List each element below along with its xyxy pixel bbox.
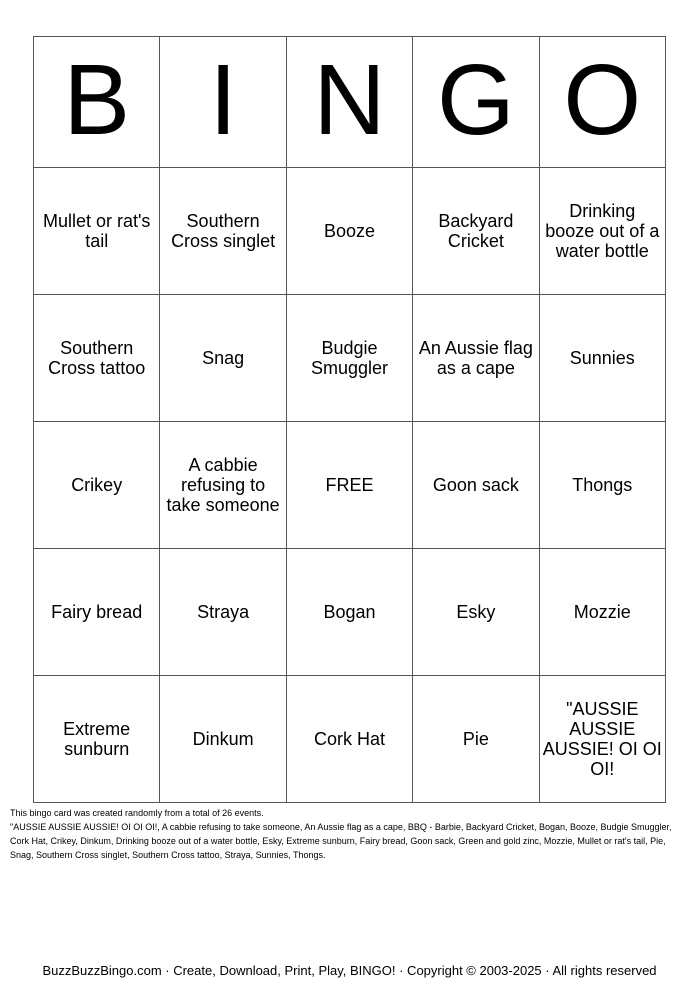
description-intro: This bingo card was created randomly from a total of 26 events. — [10, 808, 264, 818]
bingo-cell: Bogan — [286, 549, 412, 676]
page-footer: BuzzBuzzBingo.com · Create, Download, Print, Play, BINGO! · Copyright © 2003-2025 · All rights reserved — [42, 963, 657, 978]
bingo-cell: Dinkum — [160, 676, 286, 803]
bingo-cell: Snag — [160, 295, 286, 422]
bingo-cell: "AUSSIE AUSSIE AUSSIE! OI OI OI! — [539, 676, 665, 803]
bingo-cell: Mullet or rat's tail — [34, 168, 160, 295]
grid-row-2 — [34, 295, 666, 422]
bingo-cell: Southern Cross singlet — [160, 168, 286, 295]
bingo-cell: Booze — [286, 168, 412, 295]
bingo-cell: Thongs — [539, 422, 665, 549]
bingo-cell: Backyard Cricket — [413, 168, 539, 295]
bingo-cell: Straya — [160, 549, 286, 676]
grid-row-4 — [34, 549, 666, 676]
bingo-cell: Fairy bread — [34, 549, 160, 676]
bingo-cell: Budgie Smuggler — [286, 295, 412, 422]
header-letter-n: N — [286, 37, 412, 168]
card-description — [10, 806, 690, 862]
free-space-cell: FREE — [286, 422, 412, 549]
bingo-cell: Extreme sunburn — [34, 676, 160, 803]
description-events: "AUSSIE AUSSIE AUSSIE! OI OI OI!, A cabbie refusing to take someone, An Aussie flag as a cape, BBQ - Barbie, Backyard Cricket, Bogan, Booze, Budgie Smuggler, Cork Hat, Crikey, Dinkum, Drinking booze out of a water bottle, Esky, Extreme sunburn, Fairy bread, Goon sack, Green and gold zinc, Mozzie, Mullet or rat's tail, Pie, Snag, Southern Cross singlet, Southern Cross tattoo, Straya, Sunnies, Thongs. — [10, 822, 672, 860]
bingo-cell: Pie — [413, 676, 539, 803]
bingo-cell: Crikey — [34, 422, 160, 549]
bingo-cell: Sunnies — [539, 295, 665, 422]
bingo-cell: An Aussie flag as a cape — [413, 295, 539, 422]
bingo-cell: Southern Cross tattoo — [34, 295, 160, 422]
header-letter-g: G — [413, 37, 539, 168]
bingo-cell: Cork Hat — [286, 676, 412, 803]
grid-row-1 — [34, 168, 666, 295]
grid-row-3 — [34, 422, 666, 549]
header-letter-o: O — [539, 37, 665, 168]
header-letter-i: I — [160, 37, 286, 168]
bingo-cell: Esky — [413, 549, 539, 676]
bingo-card — [33, 36, 666, 803]
bingo-cell: Mozzie — [539, 549, 665, 676]
header-row — [34, 37, 666, 168]
bingo-cell: Drinking booze out of a water bottle — [539, 168, 665, 295]
header-letter-b: B — [34, 37, 160, 168]
grid-row-5 — [34, 676, 666, 803]
bingo-cell: A cabbie refusing to take someone — [160, 422, 286, 549]
bingo-cell: Goon sack — [413, 422, 539, 549]
